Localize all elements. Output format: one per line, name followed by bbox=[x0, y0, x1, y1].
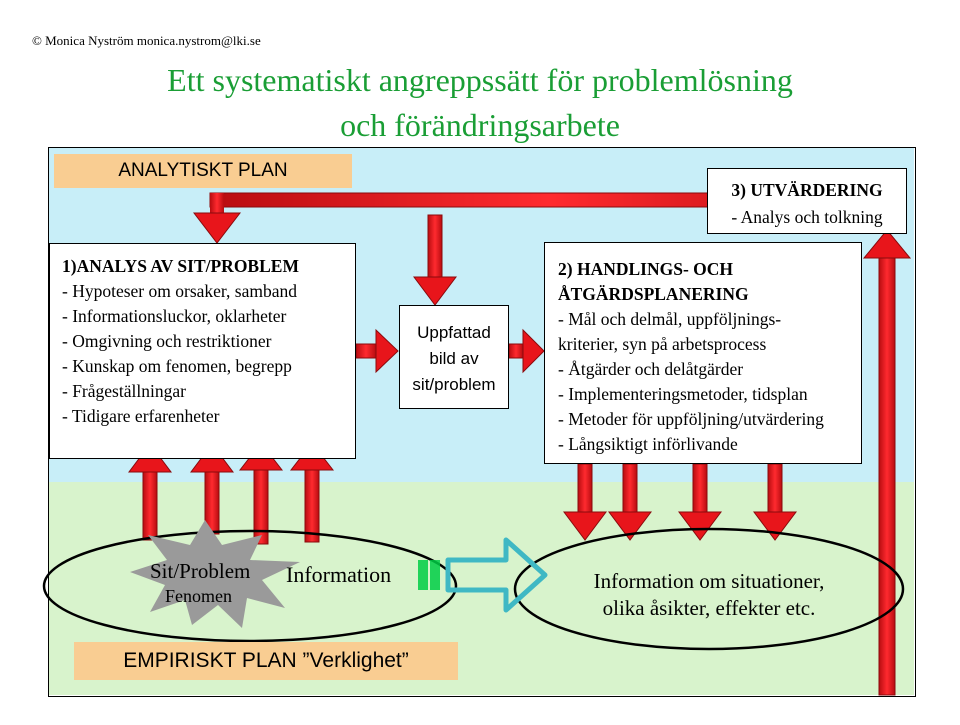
perceived-line-2: bild av bbox=[429, 349, 479, 368]
arrow-analysis-to-picture bbox=[356, 330, 398, 372]
information-description-line-1: Information om situationer, bbox=[593, 569, 825, 593]
action-item: - Implementeringsmetoder, tidsplan bbox=[558, 384, 808, 404]
action-plan-box bbox=[544, 242, 862, 464]
analysis-item: - Hypoteser om orsaker, samband bbox=[62, 281, 297, 301]
copyright-text: © Monica Nyström monica.nystrom@lki.se bbox=[32, 33, 261, 48]
analysis-item: - Tidigare erfarenheter bbox=[62, 406, 220, 426]
action-item: - Metoder för uppföljning/utvärdering bbox=[558, 409, 824, 429]
action-heading-1: 2) HANDLINGS- OCH bbox=[558, 259, 734, 279]
perceived-picture-box bbox=[399, 305, 509, 409]
analysis-item: - Kunskap om fenomen, begrepp bbox=[62, 356, 292, 376]
information-description-line-2: olika åsikter, effekter etc. bbox=[602, 596, 816, 620]
arrow-picture-to-plan bbox=[509, 330, 544, 372]
action-item: - Långsiktigt införlivande bbox=[558, 434, 738, 454]
analysis-box bbox=[49, 243, 356, 459]
perceived-line-3: sit/problem bbox=[412, 375, 496, 394]
title-line-2: och förändringsarbete bbox=[340, 107, 620, 143]
action-heading-2: ÅTGÄRDSPLANERING bbox=[558, 284, 749, 304]
evaluation-subtitle: - Analys och tolkning bbox=[731, 207, 883, 227]
evaluation-box bbox=[707, 168, 907, 234]
arrow-down-to-picture bbox=[414, 215, 456, 305]
action-item: - Mål och delmål, uppföljnings- bbox=[558, 309, 782, 329]
information-description bbox=[556, 568, 862, 622]
analysis-item: - Omgivning och restriktioner bbox=[62, 331, 272, 351]
analysis-item: - Informationsluckor, oklarheter bbox=[62, 306, 287, 326]
fenomen-label: Fenomen bbox=[165, 586, 232, 606]
action-item: kriterier, syn på arbetsprocess bbox=[558, 334, 767, 354]
action-item: - Åtgärder och delåtgärder bbox=[558, 359, 744, 379]
information-flow-arrow-icon bbox=[418, 540, 545, 610]
title-line-1: Ett systematiskt angreppssätt för problemlösning bbox=[167, 62, 793, 98]
evaluation-up-arrow bbox=[864, 230, 910, 695]
empirical-plane-label: EMPIRISKT PLAN ”Verklighet” bbox=[74, 642, 458, 680]
analysis-item: - Frågeställningar bbox=[62, 381, 186, 401]
analysis-heading: 1)ANALYS AV SIT/PROBLEM bbox=[62, 256, 299, 276]
perceived-line-1: Uppfattad bbox=[417, 323, 491, 342]
analytical-plane-label: ANALYTISKT PLAN bbox=[54, 154, 352, 188]
information-label: Information bbox=[286, 562, 392, 587]
sit-problem-label: Sit/Problem bbox=[150, 559, 251, 583]
evaluation-heading: 3) UTVÄRDERING bbox=[731, 180, 883, 200]
